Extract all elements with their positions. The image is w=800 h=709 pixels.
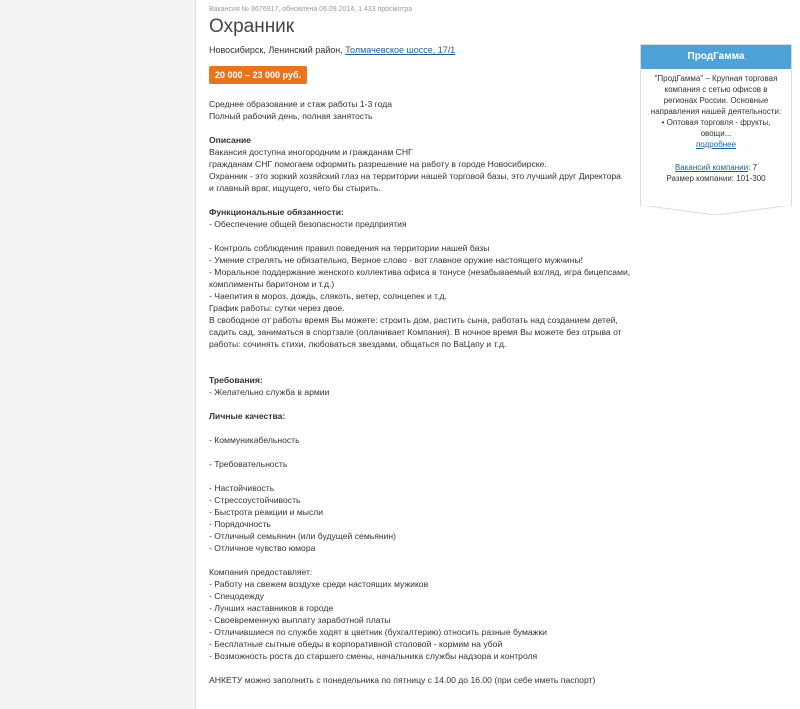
text-line: - Обеспечение общей безопасности предприятия [209, 219, 407, 229]
text-line: Вакансия доступна иногородним и гражданам СНГ [209, 147, 413, 157]
text-line: - Стрессоустойчивость [209, 495, 301, 505]
text-line: овощи... [700, 129, 732, 138]
company-stats [647, 162, 785, 184]
text-line [209, 446, 624, 458]
company-card-body [641, 69, 791, 188]
vacancies-count: : 7 [748, 163, 758, 172]
employment-summary: Полный рабочий день, полная занятость [209, 111, 373, 121]
company-more-link[interactable]: подробнее [695, 140, 737, 149]
text-line: - Требовательность [209, 459, 288, 469]
location-city: Новосибирск, Ленинский район, [209, 45, 346, 55]
company-offers-heading: Компания предоставляет: [209, 567, 313, 577]
text-line: - Быстрота реакции и мысли [209, 507, 324, 517]
text-line: регионах России. Основные [663, 96, 769, 105]
text-line: - Работу на свежем воздухе среди настоящих мужиков [209, 579, 429, 589]
text-line: - Возможность роста до старшего смены, начальника службы надзора и контроля [209, 651, 538, 661]
description-heading: Описание [209, 135, 252, 145]
company-description [647, 73, 785, 139]
text-line: - Моральное поддержание женского коллектива офиса в тонусе (незабываемый взгляд, игра бицепсами, [209, 267, 631, 277]
text-line [209, 470, 624, 482]
text-line: График работы: сутки через двое. [209, 303, 345, 313]
text-line: - Контроль соблюдения правил поведения на территории нашей базы [209, 243, 490, 253]
text-line: работы: сочинять стихи, любоваться звездами, общаться по ВаЦапу и т.д. [209, 339, 507, 349]
card-ribbon-edge [640, 205, 792, 215]
qualities-lines [209, 422, 624, 554]
requirements-lines [209, 386, 624, 398]
requirement-summary: Среднее образование и стаж работы 1-3 года [209, 99, 392, 109]
vacancies-row [647, 162, 785, 173]
requirements-heading: Требования: [209, 375, 263, 385]
text-line: - Чаепития в мороз, дождь, слякоть, ветер, солнцепек и т.д. [209, 291, 447, 301]
text-line: - Бесплатные сытные обеды в корпоративной столовой - кормим на убой [209, 639, 503, 649]
text-line: садить сад, заниматься в спортзале (оплачивает Компания). В ночное время Вы можете без отрыва от [209, 327, 622, 337]
qualities-heading: Личные качества: [209, 411, 286, 421]
text-line: - Лучших наставников в городе [209, 603, 334, 613]
text-line: компания с сетью офисов в [664, 85, 768, 94]
vacancy-meta: Вакансия № 8676917, обновлена 06.09.2014, 1 433 просмотра [209, 6, 413, 13]
salary-badge: 20 000 – 23 000 руб. [209, 66, 307, 84]
text-line: - Отличное чувство юмора [209, 543, 316, 553]
text-line: • Оптовая торговля - фрукты, [661, 118, 771, 127]
text-line: - Умение стрелять не обязательно, Верное слово - вот главное оружие настоящего мужчины! [209, 255, 584, 265]
company-name[interactable]: ПродГамма [641, 45, 791, 69]
text-line: - Настойчивость [209, 483, 275, 493]
text-line: - Порядочность [209, 519, 271, 529]
duties-lines [209, 218, 631, 350]
text-line: - Своевременную выплату заработной платы [209, 615, 391, 625]
text-line: комплименты баритоном и т.д.) [209, 279, 335, 289]
vacancy-title: Охранник [209, 16, 295, 37]
text-line: гражданам СНГ помогаем оформить разрешение на работу в городе Новосибирске. [209, 159, 547, 169]
address-link[interactable]: Толмачевское шоссе, 17/1 [345, 45, 456, 55]
company-offers-lines [209, 578, 624, 662]
text-line: - Отличный семьянин (или будущей семьянин) [209, 531, 397, 541]
company-card [640, 44, 792, 206]
text-line [209, 422, 624, 434]
duties-heading: Функциональные обязанности: [209, 207, 344, 217]
text-line: и главный враг, ищущего, чего бы стырить. [209, 183, 381, 193]
text-line: направления нашей деятельности: [650, 107, 782, 116]
description-lines [209, 146, 624, 194]
vacancy-location [209, 45, 455, 55]
text-line: - Спецодежду [209, 591, 265, 601]
text-line: В свободное от работы время Вы можете: строить дом, растить сына, работать над созданием детей, [209, 315, 618, 325]
text-line: - Коммуникабельность [209, 435, 300, 445]
footer-note: АНКЕТУ можно заполнить с понедельника по пятницу с 14.00 до 16.00 (при себе иметь паспорт) [209, 675, 596, 685]
text-line: - Отличившиеся по службе ходят в цветник (бухгалтерию) относить разные бумажки [209, 627, 547, 637]
text-line: "ПродГамма" – Крупная торговая [654, 74, 778, 83]
vacancy-description [209, 98, 631, 686]
text-line: - Желательно служба в армии [209, 387, 330, 397]
text-line [209, 230, 624, 242]
company-vacancies-link[interactable]: Вакансий компании [674, 163, 749, 172]
company-size: Размер компании: 101-300 [666, 174, 766, 183]
text-line: Охранник - это зоркий хозяйский глаз на территории нашей торговой базы, это лучший друг Директора [209, 171, 621, 181]
